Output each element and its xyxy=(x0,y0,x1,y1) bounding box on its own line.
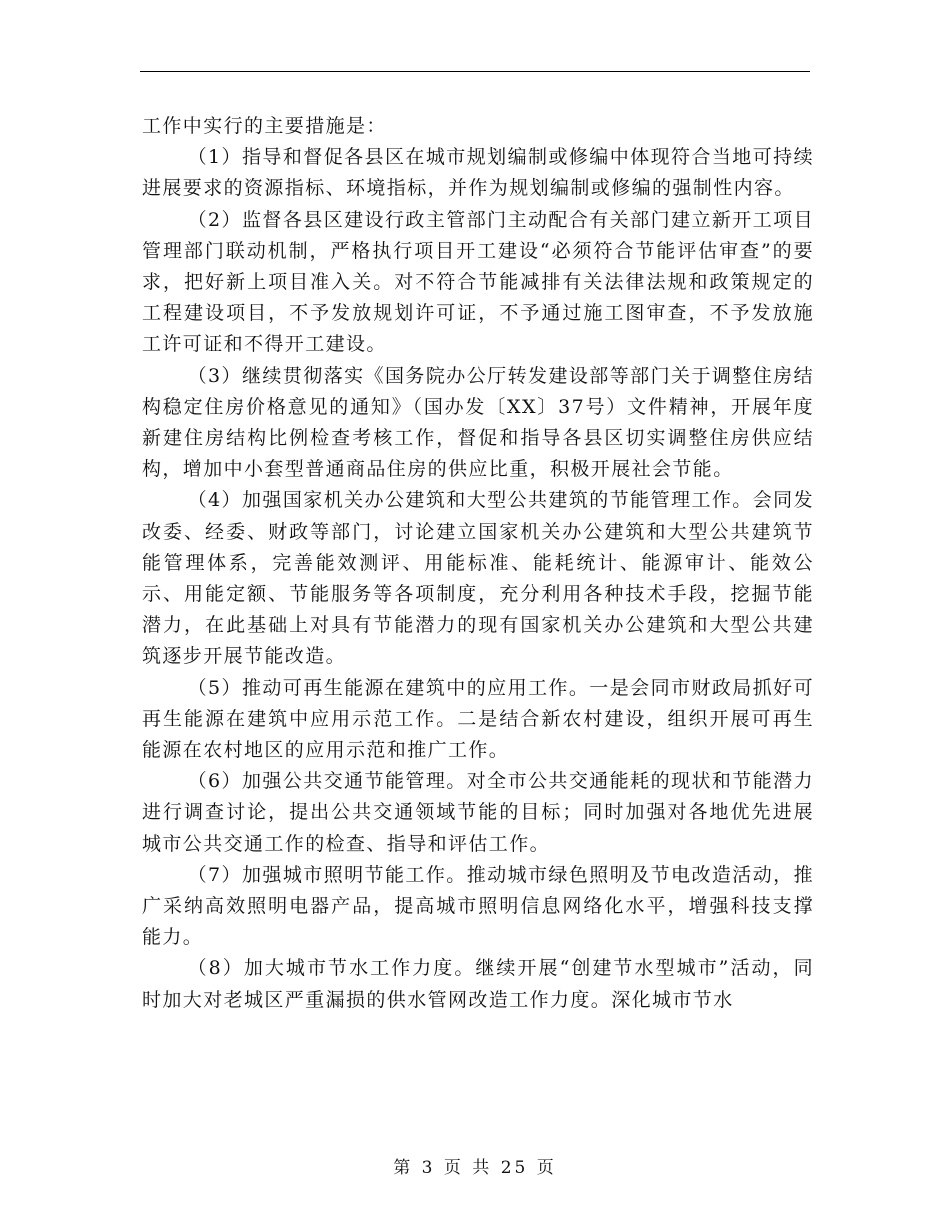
footer-label-of: 页 共 xyxy=(443,1158,493,1178)
paragraph-item-4: （4）加强国家机关办公建筑和大型公共建筑的节能管理工作。会同发改委、经委、财政等部门，讨论建立国家机关办公建筑和大型公共建筑节能管理体系，完善能效测评、用能标准、能耗统计、能源审计、能效公示、用能定额、节能服务等各项制度，充分利用各种技术手段，挖掘节能潜力，在此基础上对具有节能潜力的现有国家机关办公建筑和大型公共建筑逐步开展节能改造。 xyxy=(142,489,814,668)
paragraph-item-6: （6）加强公共交通节能管理。对全市公共交通能耗的现状和节能潜力进行调查讨论，提出公共交通领域节能的目标；同时加强对各地优先进展城市公共交通工作的检查、指导和评估工作。 xyxy=(142,770,814,855)
paragraph-intro: 工作中实行的主要措施是： xyxy=(142,115,387,137)
header-rule xyxy=(140,71,810,72)
footer-current-page: 3 xyxy=(421,1158,436,1178)
paragraph-item-1: （1）指导和督促各县区在城市规划编制或修编中体现符合当地可持续进展要求的资源指标、环境指标，并作为规划编制或修编的强制性内容。 xyxy=(142,146,814,200)
footer-label-pages: 页 xyxy=(536,1158,557,1178)
footer-label-page: 第 xyxy=(393,1158,414,1178)
footer-total-pages: 25 xyxy=(500,1158,529,1178)
paragraph-item-5: （5）推动可再生能源在建筑中的应用工作。一是会同市财政局抓好可再生能源在建筑中应用示范工作。二是结合新农村建设，组织开展可再生能源在农村地区的应用示范和推广工作。 xyxy=(142,676,814,762)
paragraph-item-8: （8）加大城市节水工作力度。继续开展“创建节水型城市”活动，同时加大对老城区严重漏损的供水管网改造工作力度。深化城市节水 xyxy=(142,957,814,1011)
document-body xyxy=(142,111,814,1016)
paragraph-item-3: （3）继续贯彻落实《国务院办公厅转发建设部等部门关于调整住房结构稳定住房价格意见的通知》（国办发〔XX〕37号）文件精神，开展年度新建住房结构比例检查考核工作，督促和指导各县区切实调整住房供应结构，增加中小套型普通商品住房的供应比重，积极开展社会节能。 xyxy=(142,364,814,481)
page-footer xyxy=(0,1153,950,1178)
paragraph-item-7: （7）加强城市照明节能工作。推动城市绿色照明及节电改造活动，推广采纳高效照明电器产品，提高城市照明信息网络化水平，增强科技支撑能力。 xyxy=(142,863,814,949)
paragraph-item-2: （2）监督各县区建设行政主管部门主动配合有关部门建立新开工项目管理部门联动机制，严格执行项目开工建设“必须符合节能评估审查”的要求，把好新上项目准入关。对不符合节能减排有关法律法规和政策规定的工程建设项目，不予发放规划许可证，不予通过施工图审查，不予发放施工许可证和不得开工建设。 xyxy=(142,208,814,356)
